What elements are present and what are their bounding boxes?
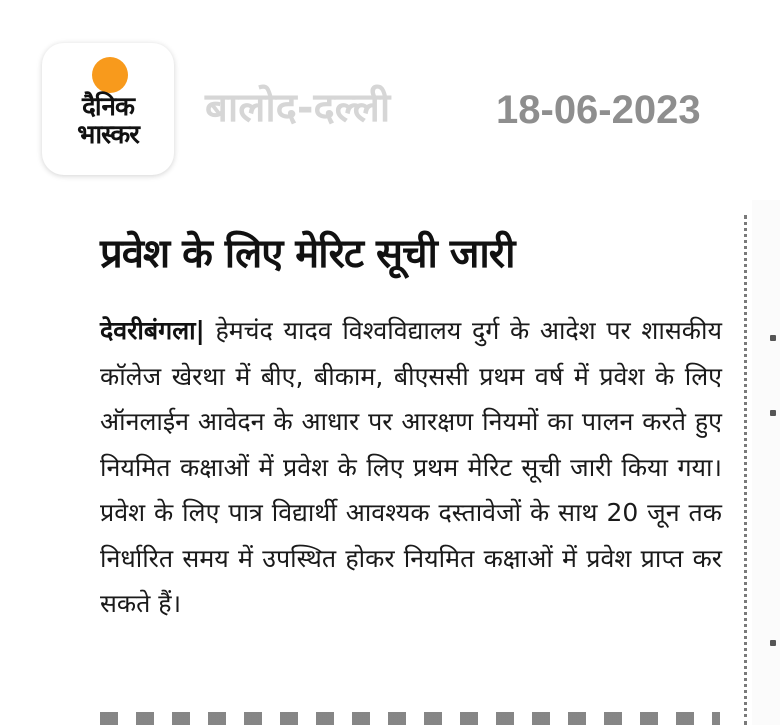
adjacent-column-fragment	[770, 640, 776, 646]
article-body	[100, 308, 722, 627]
article-headline: प्रवेश के लिए मेरिट सूची जारी	[100, 231, 515, 277]
dainik-bhaskar-logo[interactable]	[42, 43, 174, 175]
edition-name: बालोद-दल्ली	[205, 85, 391, 131]
sun-icon	[92, 57, 128, 93]
logo-text-line2: भास्कर	[77, 120, 139, 150]
article-text: हेमचंद यादव विश्वविद्यालय दुर्ग के आदेश पर शासकीय कॉलेज खेरथा में बीए, बीकाम, बीएससी प्रथम वर्ष में प्रवेश के लिए ऑनलाईन आवेदन के आधार पर आरक्षण नियमों का पालन करते हुए नियमित कक्षाओं में प्रवेश के लिए प्रथम मेरिट सूची जारी किया गया। प्रवेश के लिए पात्र विद्यार्थी आवश्यक दस्तावेजों के साथ 20 जून तक निर्धारित समय में उपस्थित होकर नियमित कक्षाओं में प्रवेश प्राप्त कर सकते हैं।	[100, 316, 722, 618]
page-header	[0, 0, 780, 200]
column-divider	[744, 215, 747, 725]
adjacent-column-fragment	[770, 410, 776, 416]
edition-date: 18-06-2023	[496, 88, 701, 132]
adjacent-column-fragment	[770, 335, 776, 341]
adjacent-column-strip	[752, 200, 780, 725]
next-headline-cutoff	[100, 712, 720, 725]
logo-text-line1: दैनिक	[82, 92, 134, 122]
article-dateline: देवरीबंगला|	[100, 316, 205, 345]
